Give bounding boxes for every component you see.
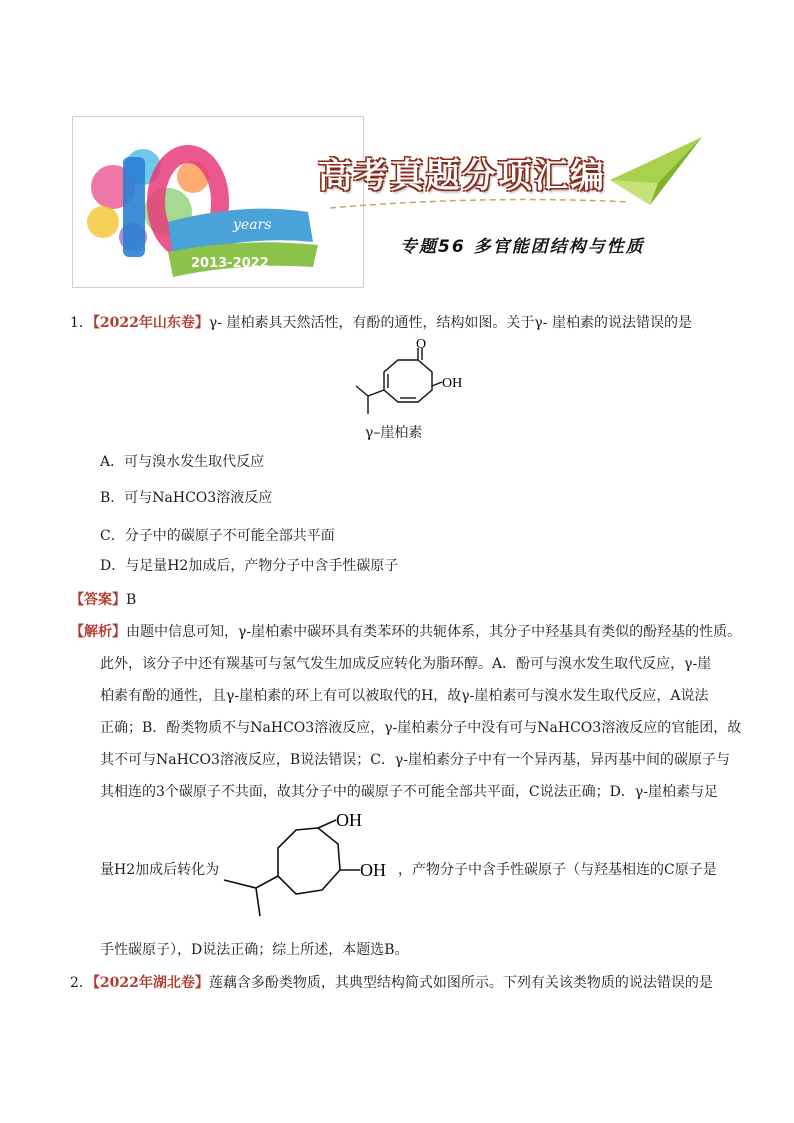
question-number: 2． [70,975,93,991]
analysis-line-3: 柏素有酚的通性，且γ-崖柏素的环上有可以被取代的H，故γ-崖柏素可与溴水发生取代反应，A说法 [100,688,709,704]
product-prefix: 量H2加成后转化为 [100,862,220,878]
cycloheptane-ring [278,828,340,894]
answer-line [70,590,136,610]
molecule-thujaplicin [330,338,470,422]
question-number: 1． [70,315,93,331]
topic-title: 专题56 多官能团结构与性质 [400,237,645,257]
analysis-line-4: 正确；B．酚类物质不与NaHCO3溶液反应，γ-崖柏素分子中没有可与NaHCO3溶液反应的官能团，故 [100,720,742,736]
question-text: γ- 崖柏素具天然活性，有酚的通性，结构如图。关于γ- 崖柏素的说法错误的是 [208,315,692,331]
product-suffix: ，产物分子中含手性碳原子（与羟基相连的C原子是 [398,862,717,878]
option-d: D．与足量H2加成后，产物分子中含手性碳原子 [100,558,399,574]
question-text: 莲藕含多酚类物质，其典型结构简式如图所示。下列有关该类物质的说法错误的是 [208,975,713,991]
answer-value: B [126,592,137,608]
logo-years-text: years [233,217,272,233]
question-source: 【2022年湖北卷】 [92,975,209,991]
analysis-line-5: 其不可与NaHCO3溶液反应，B说法错误；C．γ-崖柏素分子中有一个异丙基，异丙基中间的碳原子与 [100,752,730,768]
question-1-stem [70,313,692,333]
series-title: 高考真题分项汇编 [318,156,606,196]
paper-plane-icon [610,135,705,210]
ten-years-logo [73,117,363,287]
answer-label: 【答案】 [70,592,126,608]
analysis-label: 【解析】 [70,624,126,640]
option-a: A．可与溴水发生取代反应 [100,454,265,470]
analysis-line-1 [70,622,741,642]
mol-label-oh: OH [442,376,463,391]
product-label-oh-right: OH [360,860,386,880]
seven-ring [384,360,432,402]
question-source: 【2022年山东卷】 [92,315,209,331]
analysis-conclusion: 手性碳原子），D说法正确；综上所述，本题选B。 [100,942,409,958]
option-b: B．可与NaHCO3溶液反应 [100,490,273,506]
product-label-oh-top: OH [336,810,362,830]
molecule-product-diol [218,808,404,926]
analysis-line-6: 其相连的3个碳原子不共面，故其分子中的碳原子不可能全部共平面，C说法正确；D．γ-崖柏素与足 [100,784,718,800]
option-c: C．分子中的碳原子不可能全部共平面 [100,528,335,544]
logo-range-text: 2013-2022 [191,256,269,271]
question-2-stem [70,973,713,993]
analysis-text: 由题中信息可知，γ-崖柏素中碳环具有类苯环的共轭体系，其分子中羟基具有类似的酚羟基的性质。 [126,624,742,640]
molecule-caption: γ–崖柏素 [365,425,423,441]
mol-label-o: O [416,338,427,352]
banner-logo-frame [72,116,364,288]
analysis-line-2: 此外，该分子中还有羰基可与氢气发生加成反应转化为脂环醇。A．酚可与溴水发生取代反应，γ-崖 [100,656,712,672]
